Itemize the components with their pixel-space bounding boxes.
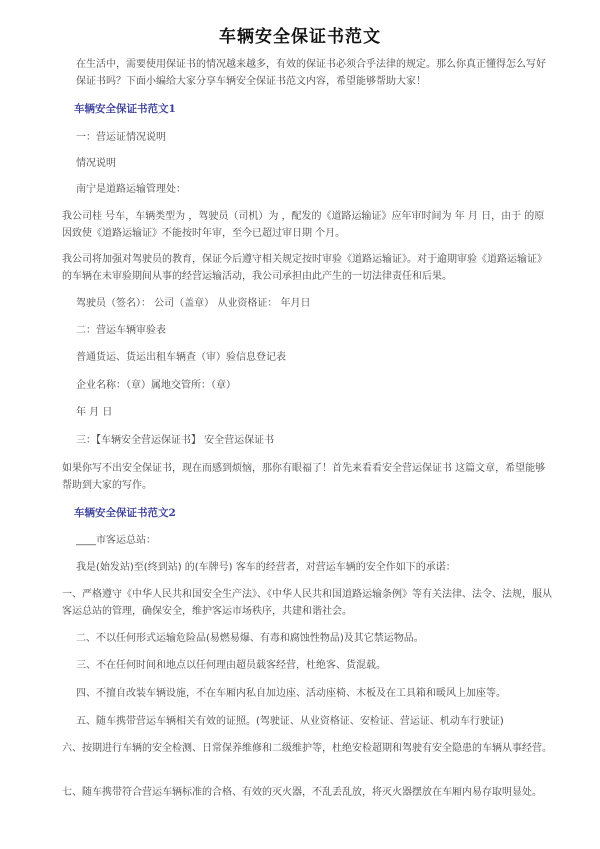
section1-line-2: 情况说明 (76, 158, 116, 169)
section1-heading: 车辆安全保证书范文1 (74, 103, 176, 115)
section2-line-7: 五、随车携带营运车辆相关有效的证照。(驾驶证、从业资格证、安检证、营运证、机动车行驶证) (76, 716, 504, 727)
section1-line-6: 驾驶员（签名）： 公司（盖章） 从业资格证： 年月日 (76, 298, 311, 309)
section1-line-9: 企业名称：（章）属地交管所：（章） (76, 380, 236, 391)
section2-heading: 车辆安全保证书范文2 (74, 507, 176, 519)
section1-paragraph-4: 我公司桂 号车，车辆类型为 ，驾驶员（司机）为 ，配发的《道路运输证》应年审时间为 年 月 日，由于 的原因致使《道路运输证》不能按时年审，至今已超过审日期 个月。 (62, 211, 545, 239)
section2-paragraph-8: 六、按期进行车辆的安全检测、日常保养维修和二级维护等，杜绝安检超期和驾驶有安全隐患的车辆从事经营。 (62, 743, 552, 754)
section2-line-2: 我是(始发站)至(终到站) 的(车牌号) 客车的经营者，对营运车辆的安全作如下的承诺： (76, 562, 456, 573)
section1-line-11: 三：【车辆安全营运保证书】 安全营运保证书 (76, 435, 275, 446)
section2-line-5: 三、不在任何时间和地点以任何理由超员载客经营，杜绝客、货混载。 (76, 660, 386, 671)
section1-paragraph-5: 我公司将加强对驾驶员的教育，保证今后遵守相关规定按时审验《道路运输证》。对于逾期审验《道路运输证》的车辆在未审验期间从事的经营运输活动，我公司承担由此产生的一切法律责任和后果。 (62, 254, 547, 282)
section1-line-7: 二：营运车辆审验表 (76, 325, 166, 336)
section1-line-1: 一：营运证情况说明 (76, 132, 166, 143)
section1-line-10: 年 月 日 (76, 407, 113, 418)
section2-line-4: 二、不以任何形式运输危险品(易燃易爆、有毒和腐蚀性物品)及其它禁运物品。 (76, 633, 424, 644)
section1-line-8: 普通货运、货运出租车辆查（审）验信息登记表 (76, 352, 286, 363)
section1-line-3: 南宁是道路运输管理处： (76, 184, 186, 195)
document-title: 车辆安全保证书范文 (219, 27, 381, 47)
section2-paragraph-3: 一、严格遵守《中华人民共和国安全生产法》、《中华人民共和国道路运输条例》等有关法律、法令、法规，服从客运总站的管理，确保安全，维护客运市场秩序，共建和谐社会。 (62, 589, 552, 617)
section2-line-6: 四、不擅自改装车辆设施，不在车厢内私自加边座、活动座椅、木板及在工具箱和暖风上加座等。 (76, 688, 506, 699)
section2-paragraph-9: 七、随车携带符合营运车辆标准的合格、有效的灭火器，不乱丢乱放，将灭火器摆放在车厢内易存取明显处。 (62, 787, 542, 798)
section2-line-1: ____市客运总站： (76, 535, 156, 546)
intro-paragraph: 在生活中，需要使用保证书的情况越来越多，有效的保证书必须合乎法律的规定。那么你真正懂得怎么写好保证书吗？下面小编给大家分享车辆安全保证书范文内容，希望能够帮助大家！ (76, 59, 546, 87)
section1-paragraph-12: 如果你写不出安全保证书，现在而感到烦恼，那你有眼福了！首先来看看安全营运保证书 这篇文章，希望能够帮助到大家的写作。 (62, 463, 546, 491)
